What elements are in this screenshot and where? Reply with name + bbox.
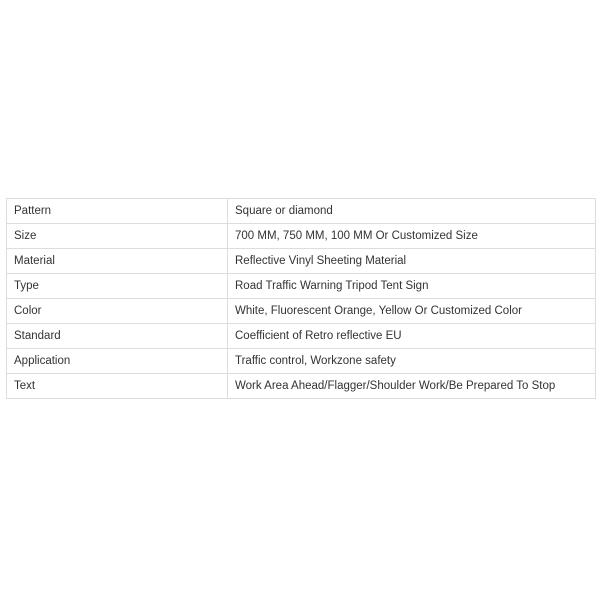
row-value-text: Work Area Ahead/Flagger/Shoulder Work/Be Prepared To Stop <box>228 374 596 399</box>
table-row <box>7 199 596 224</box>
table-row <box>7 324 596 349</box>
row-label-material: Material <box>7 249 228 274</box>
row-label-text: Text <box>7 374 228 399</box>
row-label-standard: Standard <box>7 324 228 349</box>
table-row <box>7 224 596 249</box>
table-row <box>7 374 596 399</box>
specification-table <box>6 198 596 399</box>
row-value-type: Road Traffic Warning Tripod Tent Sign <box>228 274 596 299</box>
row-label-size: Size <box>7 224 228 249</box>
row-value-size: 700 MM, 750 MM, 100 MM Or Customized Size <box>228 224 596 249</box>
table-row <box>7 249 596 274</box>
table-row <box>7 349 596 374</box>
row-value-color: White, Fluorescent Orange, Yellow Or Customized Color <box>228 299 596 324</box>
table-row <box>7 274 596 299</box>
row-label-application: Application <box>7 349 228 374</box>
row-value-material: Reflective Vinyl Sheeting Material <box>228 249 596 274</box>
row-label-type: Type <box>7 274 228 299</box>
row-value-application: Traffic control, Workzone safety <box>228 349 596 374</box>
row-value-pattern: Square or diamond <box>228 199 596 224</box>
table-row <box>7 299 596 324</box>
row-label-color: Color <box>7 299 228 324</box>
row-label-pattern: Pattern <box>7 199 228 224</box>
row-value-standard: Coefficient of Retro reflective EU <box>228 324 596 349</box>
